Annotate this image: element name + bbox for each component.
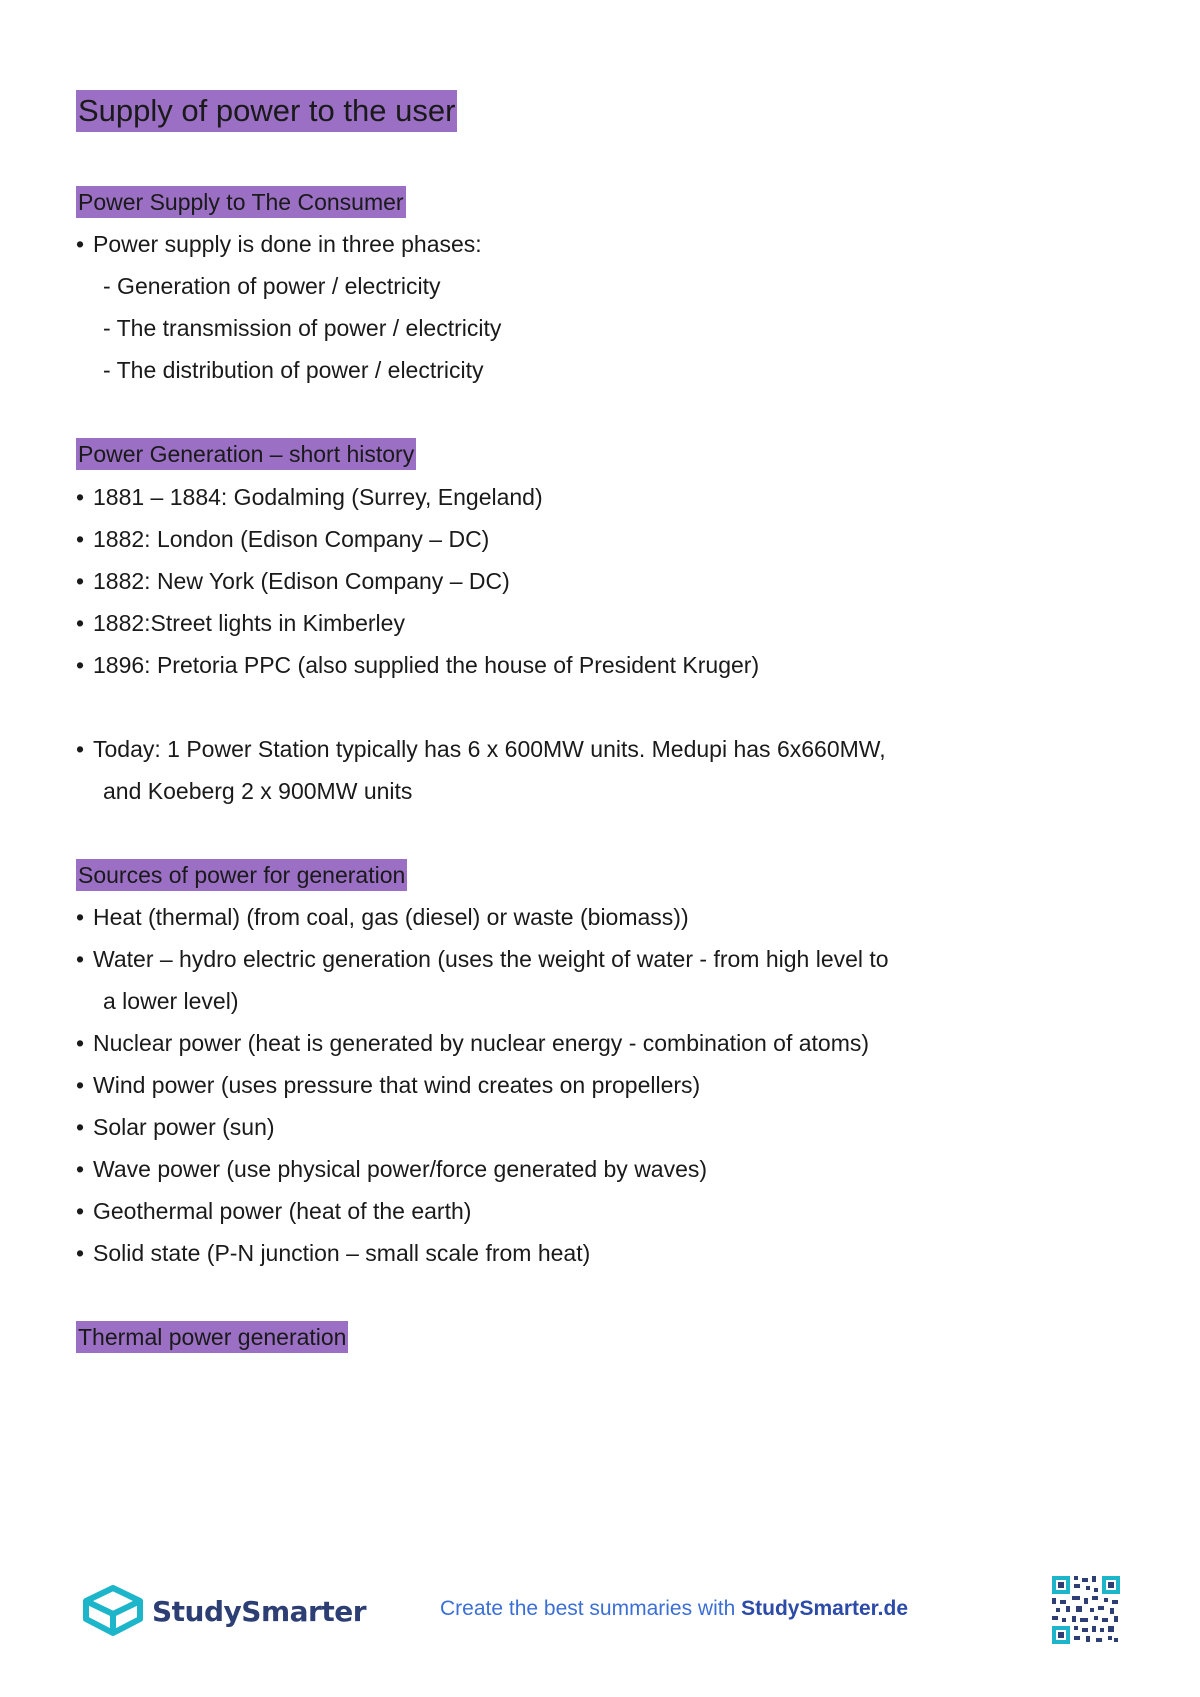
bullet-icon: • (76, 736, 85, 762)
list-item (76, 481, 543, 513)
page-title: Supply of power to the user (76, 90, 457, 132)
section-heading-thermal: Thermal power generation (76, 1321, 348, 1353)
list-item (76, 565, 510, 597)
bullet-icon: • (76, 526, 85, 552)
list-item (76, 1195, 471, 1227)
bullet-icon: • (76, 1030, 85, 1056)
list-item (76, 1069, 700, 1101)
list-item-continuation: a lower level) (103, 988, 239, 1014)
list-item (76, 1237, 590, 1269)
list-item (76, 1027, 869, 1059)
list-item (76, 523, 489, 555)
studysmarter-cube-icon (82, 1585, 144, 1637)
list-item-text: Today: 1 Power Station typically has 6 x 600MW units. Medupi has 6x660MW, (93, 736, 886, 762)
list-item-text: Geothermal power (heat of the earth) (93, 1198, 472, 1224)
list-item (76, 607, 405, 639)
list-item-text: 1882:Street lights in Kimberley (93, 610, 405, 636)
bullet-icon: • (76, 1198, 85, 1224)
list-item-text: 1882: New York (Edison Company – DC) (93, 568, 510, 594)
section-heading-history: Power Generation – short history (76, 438, 416, 470)
bullet-icon: • (76, 652, 85, 678)
tagline-prefix: Create the best summaries with (440, 1597, 742, 1620)
list-item-text: Nuclear power (heat is generated by nuclear energy - combination of atoms) (93, 1030, 870, 1056)
logo-text: StudySmarter (152, 1594, 367, 1628)
list-item (76, 1153, 707, 1185)
list-item (76, 943, 889, 975)
list-item-text: Solar power (sun) (93, 1114, 275, 1140)
list-item-text: 1896: Pretoria PPC (also supplied the house of President Kruger) (93, 652, 760, 678)
list-item-text: Wave power (use physical power/force generated by waves) (93, 1156, 708, 1182)
list-item-text: Power supply is done in three phases: (93, 231, 482, 257)
bullet-icon: • (76, 1156, 85, 1182)
bullet-icon: • (76, 231, 85, 257)
sub-list-item: - The transmission of power / electricity (103, 315, 502, 341)
list-item-text: 1881 – 1884: Godalming (Surrey, Engeland) (93, 484, 543, 510)
bullet-icon: • (76, 1072, 85, 1098)
bullet-icon: • (76, 904, 85, 930)
list-item-text: Solid state (P-N junction – small scale from heat) (93, 1240, 591, 1266)
list-item (76, 1111, 275, 1143)
bullet-icon: • (76, 1240, 85, 1266)
list-item (76, 733, 886, 765)
sub-list-item: - Generation of power / electricity (103, 273, 441, 299)
bullet-icon: • (76, 946, 85, 972)
bullet-icon: • (76, 568, 85, 594)
footer-tagline[interactable] (440, 1597, 908, 1621)
bullet-icon: • (76, 1114, 85, 1140)
section-heading-consumer: Power Supply to The Consumer (76, 186, 406, 218)
studysmarter-logo[interactable] (82, 1585, 366, 1637)
sub-list-item: - The distribution of power / electricity (103, 357, 484, 383)
list-item-text: Heat (thermal) (from coal, gas (diesel) or waste (biomass)) (93, 904, 689, 930)
bullet-icon: • (76, 610, 85, 636)
list-item (76, 649, 759, 681)
list-item-text: Water – hydro electric generation (uses the weight of water - from high level to (93, 946, 889, 972)
qr-code-icon[interactable] (1052, 1576, 1120, 1644)
list-item (76, 901, 689, 933)
bullet-icon: • (76, 484, 85, 510)
tagline-brand-link[interactable]: StudySmarter.de (741, 1597, 909, 1620)
list-item-text: Wind power (uses pressure that wind creates on propellers) (93, 1072, 701, 1098)
list-item-continuation: and Koeberg 2 x 900MW units (103, 778, 413, 804)
list-item-text: 1882: London (Edison Company – DC) (93, 526, 490, 552)
section-heading-sources: Sources of power for generation (76, 859, 407, 891)
list-item (76, 228, 482, 260)
